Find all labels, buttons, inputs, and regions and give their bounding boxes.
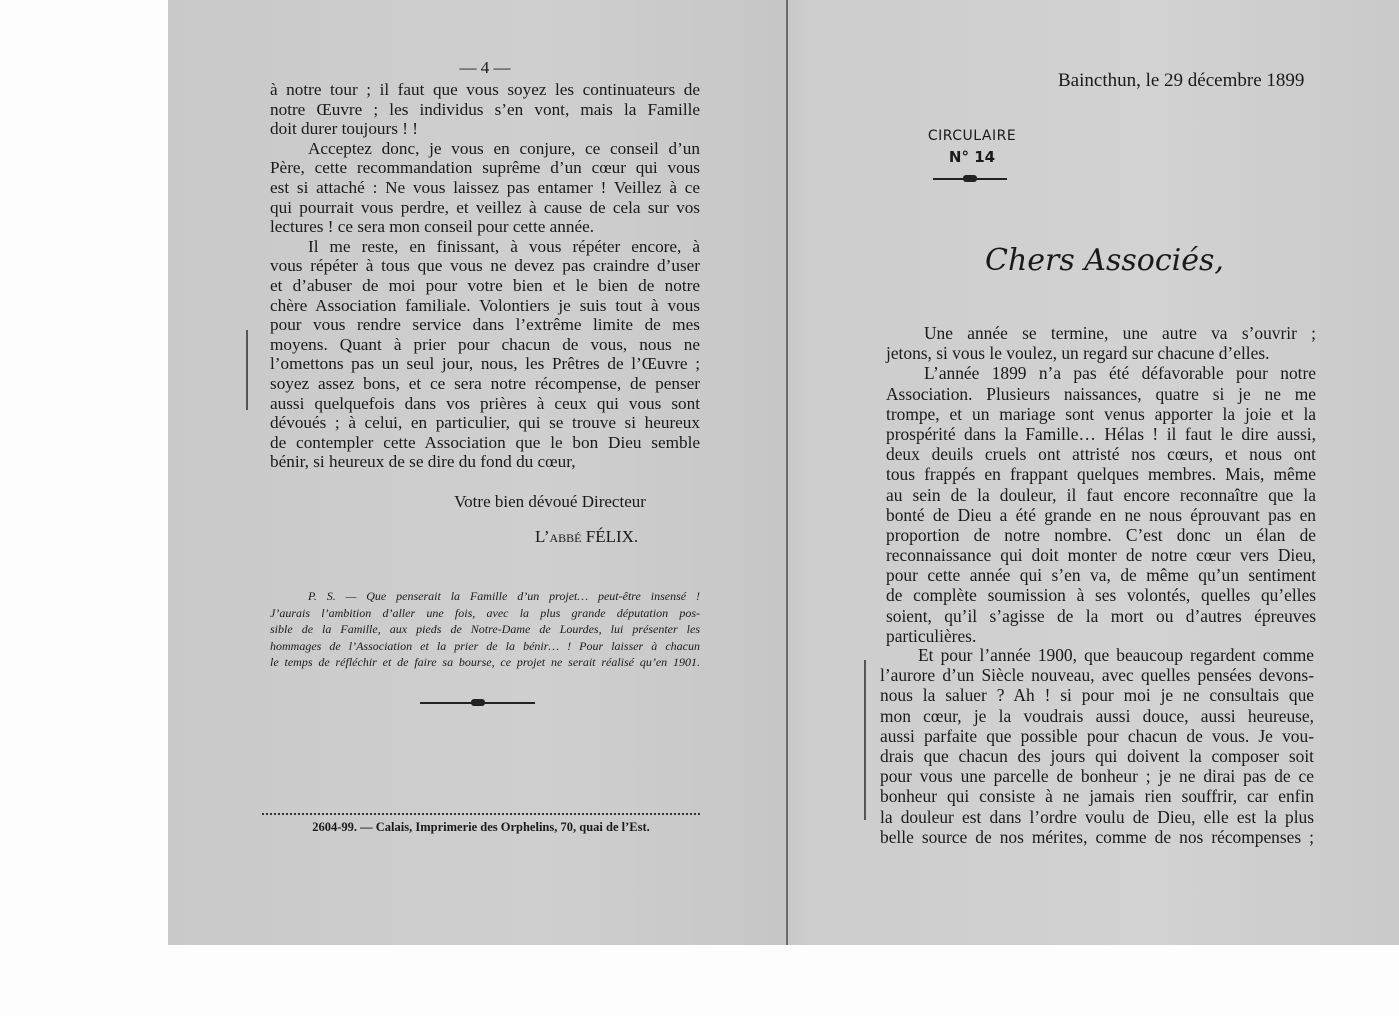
text-line: et d’abuser de moi pour votre bien et le bien de notre — [270, 275, 700, 295]
text-line: Une année se termine, une autre va s’ouvrir ; — [924, 323, 1316, 343]
margin-mark — [246, 330, 248, 410]
text-line: hommages de l’Association et la prier de la bénir… ! Pour laisser à chacun — [270, 638, 700, 653]
text-line: Et pour l’année 1900, que beaucoup regardent comme — [918, 645, 1314, 665]
text-line: de contempler cette Association que le bon Dieu semble — [270, 432, 700, 452]
text-line: aussi parfaite que possible pour chacun de vous. Je vou- — [880, 725, 1314, 746]
text-line: au sein de la douleur, il faut encore reconnaître que la — [886, 484, 1316, 505]
text-line: doit durer toujours ! ! — [270, 119, 418, 139]
text-line: qui pourrait vous perdre, et veillez à cause de cela sur vos — [270, 197, 700, 217]
text-line: chère Association familiale. Volontiers je suis tout à vous — [270, 295, 700, 315]
printer-imprint: 2604-99. — Calais, Imprimerie des Orphelins, 70, quai de l’Est. — [312, 820, 650, 834]
text-line: belle source de nos mérites, comme de nos récompenses ; — [880, 826, 1314, 847]
salutation: Chers Associés, — [985, 243, 1224, 278]
ornament-divider — [420, 702, 535, 704]
text-line: mon cœur, je la voudrais aussi douce, aussi heureuse, — [880, 705, 1314, 726]
text-line: dévoués ; à celui, en particulier, qui se trouve si heureux — [270, 413, 700, 433]
text-line: Acceptez donc, je vous en conjure, ce conseil d’un — [308, 138, 700, 158]
text-line: pour cette année qui s’en va, de même qu’un sentiment — [886, 565, 1316, 586]
text-line: notre Œuvre ; les individus s’en vont, mais la Famille — [270, 99, 700, 119]
circular-number: N° 14 — [948, 148, 996, 166]
text-line: l’aurore d’un Siècle nouveau, avec quelles pensées devons- — [880, 665, 1314, 686]
text-line: moyens. Quant à prier pour chacun de vous, nous ne — [270, 334, 700, 354]
ornament-divider — [933, 178, 1007, 180]
text-line: P. S. — Que penserait la Famille d’un projet… peut-être insensé ! — [308, 589, 700, 603]
page-number: — 4 — — [459, 58, 511, 77]
text-line: nous la saluer ? Ah ! si pour moi je ne consultais que — [880, 685, 1314, 706]
text-line: Association. Plusieurs naissances, quatre si je ne me — [886, 383, 1316, 404]
text-line: Père, cette recommandation suprême d’un cœur qui vous — [270, 158, 700, 178]
text-line: est si attaché : Ne vous laissez pas entamer ! Veillez à ce — [270, 177, 700, 197]
text-line: de complète soumission à ses volontés, quelles qu’elles — [886, 585, 1316, 606]
text-line: vous répéter à tous que vous ne devez pas craindre d’user — [270, 256, 700, 276]
text-line: proportion de notre nombre. C’est donc un élan de — [886, 524, 1316, 545]
postscript — [270, 588, 700, 671]
text-line: bonheur qui consiste à ne jamais rien souffrir, car enfin — [880, 786, 1314, 807]
text-line: à notre tour ; il faut que vous soyez les continuateurs de — [270, 80, 700, 99]
rule-divider — [262, 813, 700, 819]
text-line: soient, qu’il s’agisse de la mort ou d’autres épreuves — [886, 605, 1316, 626]
circular-label: CIRCULAIRE — [927, 128, 1017, 144]
text-line: lectures ! ce sera mon conseil pour cette année. — [270, 217, 595, 237]
text-line: deux deuils cruels ont attristé nos cœurs, et nous ont — [886, 444, 1316, 465]
text-line: la douleur est dans l’ordre voulu de Dieu, elle est la plus — [880, 806, 1314, 827]
text-line: prospérité dans la Famille… Hélas ! il faut le dire aussi, — [886, 423, 1316, 444]
text-line: le temps de réfléchir et de faire sa bourse, ce projet ne serait réalisé qu’en 1901. — [270, 655, 700, 669]
left-body-text — [270, 80, 700, 472]
text-line: bénir, si heureux de se dire du fond du cœur, — [270, 452, 576, 472]
text-line: soyez assez bons, et ce sera notre récompense, de penser — [270, 373, 700, 393]
text-line: Il me reste, en finissant, à vous répéter encore, à — [308, 236, 700, 256]
text-line: l’omettons pas un seul jour, nous, les Prêtres de l’Œuvre ; — [270, 354, 700, 374]
text-line: J’aurais l’ambition d’aller une fois, avec la plus grande députation pos- — [270, 605, 700, 620]
text-line: pour vous une parcelle de bonheur ; je ne dirai pas de ce — [880, 766, 1314, 787]
paragraph — [880, 645, 1314, 847]
margin-mark — [864, 660, 866, 820]
text-line: jetons, si vous le voulez, un regard sur chacune d’elles. — [886, 343, 1270, 364]
text-line: L’année 1899 n’a pas été défavorable pour notre — [924, 363, 1316, 384]
page-fold — [786, 0, 788, 945]
text-line: sible de la Famille, aux pieds de Notre-Dame de Lourdes, lui présenter les — [270, 622, 700, 636]
place-date: Baincthun, le 29 décembre 1899 — [1058, 70, 1305, 91]
signature: L’abbé FÉLIX. — [535, 527, 639, 546]
text-line: drais que chacun des jours qui doivent la composer soit — [880, 745, 1314, 766]
text-line: pour vous rendre service dans l’extrême limite de mes — [270, 315, 700, 335]
text-line: reconnaissance qui doit monter de notre cœur vers Dieu, — [886, 545, 1316, 566]
text-line: aussi quelquefois dans vos prières à ceux qui vous sont — [270, 393, 700, 413]
paragraph — [886, 323, 1316, 646]
text-line: bonté de Dieu a été grande en ne nous éprouvant pas en — [886, 504, 1316, 525]
text-line: trompe, et un mariage sont venus apporter la joie et la — [886, 403, 1316, 424]
text-line: particulières. — [886, 625, 977, 646]
closing-line: Votre bien dévoué Directeur — [454, 492, 646, 511]
text-line: tous frappés en frappant quelques membres. Mais, même — [886, 464, 1316, 485]
